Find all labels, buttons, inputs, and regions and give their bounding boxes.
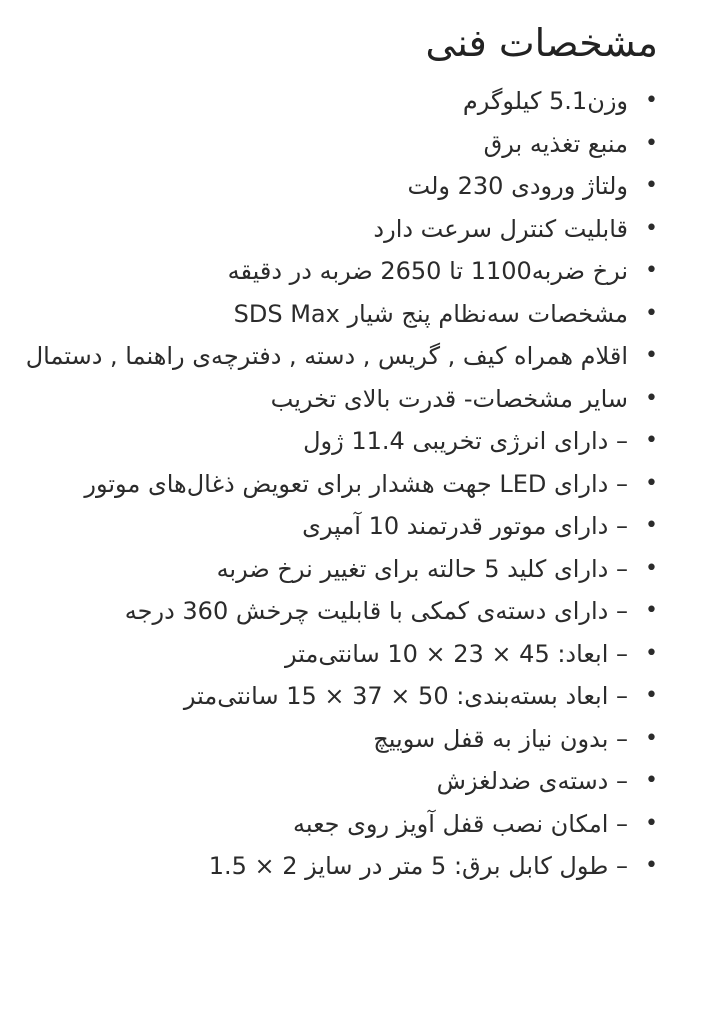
page-title: مشخصات فنی [425, 21, 658, 65]
spec-item-text: ولتاژ ورودی 230 ولت [407, 172, 628, 200]
spec-item-text: – دارای موتور قدرتمند 10 آمپری [302, 512, 628, 540]
spec-item-text: مشخصات سه‌نظام پنج شیار SDS Max [233, 299, 628, 328]
spec-item-text: قابلیت کنترل سرعت دارد [373, 214, 628, 243]
bullet-icon [628, 335, 658, 378]
spec-item-text: – دارای کلید 5 حالته برای تغییر نرخ ضربه [216, 554, 628, 583]
bullet-icon [628, 123, 658, 166]
spec-item-text: – دسته‌ی ضدلغزش [436, 767, 628, 795]
spec-item-other [20, 378, 658, 421]
spec-item-text: – دارای دسته‌ی کمکی با قابلیت چرخش 360 درجه [124, 597, 628, 625]
spec-item-switch [20, 548, 658, 591]
spec-item-package-dimensions [20, 675, 658, 718]
spec-item-text: سایر مشخصات- قدرت بالای تخریب [270, 384, 628, 413]
spec-item-text: – دارای انرژی تخریبی 11.4 ژول [303, 427, 628, 455]
spec-item-text: اقلام همراه کیف , گریس , دسته , دفترچه‌ی راهنما , دستمال [25, 342, 628, 370]
bullet-icon [628, 548, 658, 591]
spec-item-accessories [20, 335, 658, 378]
bullet-icon [628, 505, 658, 548]
spec-item-text: نرخ ضربه1100 تا 2650 ضربه در دقیقه [227, 257, 628, 285]
spec-item-chuck [20, 293, 658, 336]
spec-item-anti-slip [20, 760, 658, 803]
bullet-icon [628, 633, 658, 676]
bullet-icon [628, 420, 658, 463]
bullet-icon [628, 675, 658, 718]
spec-list [20, 80, 658, 888]
bullet-icon [628, 378, 658, 421]
spec-item-text: – طول کابل برق: 5 متر در سایز 2 × 1.5 [208, 852, 628, 880]
spec-item-text: – ابعاد بسته‌بندی: 50 × 37 × 15 سانتی‌متر [183, 682, 628, 710]
bullet-icon [628, 463, 658, 506]
bullet-icon [628, 760, 658, 803]
bullet-icon [628, 718, 658, 761]
spec-item-weight [20, 80, 658, 123]
spec-item-text: منبع تغذیه برق [483, 129, 628, 158]
bullet-icon [628, 590, 658, 633]
spec-item-text: – ابعاد: 45 × 23 × 10 سانتی‌متر [285, 639, 628, 668]
bullet-icon [628, 80, 658, 123]
spec-item-impact-energy [20, 420, 658, 463]
bullet-icon [628, 803, 658, 846]
bullet-icon [628, 165, 658, 208]
spec-item-dimensions [20, 633, 658, 676]
bullet-icon [628, 208, 658, 251]
spec-item-text: وزن5.1 کیلوگرم [462, 87, 628, 115]
spec-item-voltage [20, 165, 658, 208]
spec-item-motor [20, 505, 658, 548]
bullet-icon [628, 250, 658, 293]
spec-item-padlock [20, 803, 658, 846]
spec-item-text: – امکان نصب قفل آویز روی جعبه [292, 809, 628, 838]
spec-item-impact-rate [20, 250, 658, 293]
bullet-icon [628, 293, 658, 336]
spec-item-led [20, 463, 658, 506]
spec-item-speed-control [20, 208, 658, 251]
spec-item-no-lock [20, 718, 658, 761]
spec-item-power-source [20, 123, 658, 166]
bullet-icon [628, 845, 658, 888]
spec-item-text: – دارای LED جهت هشدار برای تعویض ذغال‌های موتور [84, 469, 628, 498]
spec-item-text: – بدون نیاز به قفل سوییچ [373, 724, 628, 753]
spec-item-cable [20, 845, 658, 888]
spec-item-aux-handle [20, 590, 658, 633]
